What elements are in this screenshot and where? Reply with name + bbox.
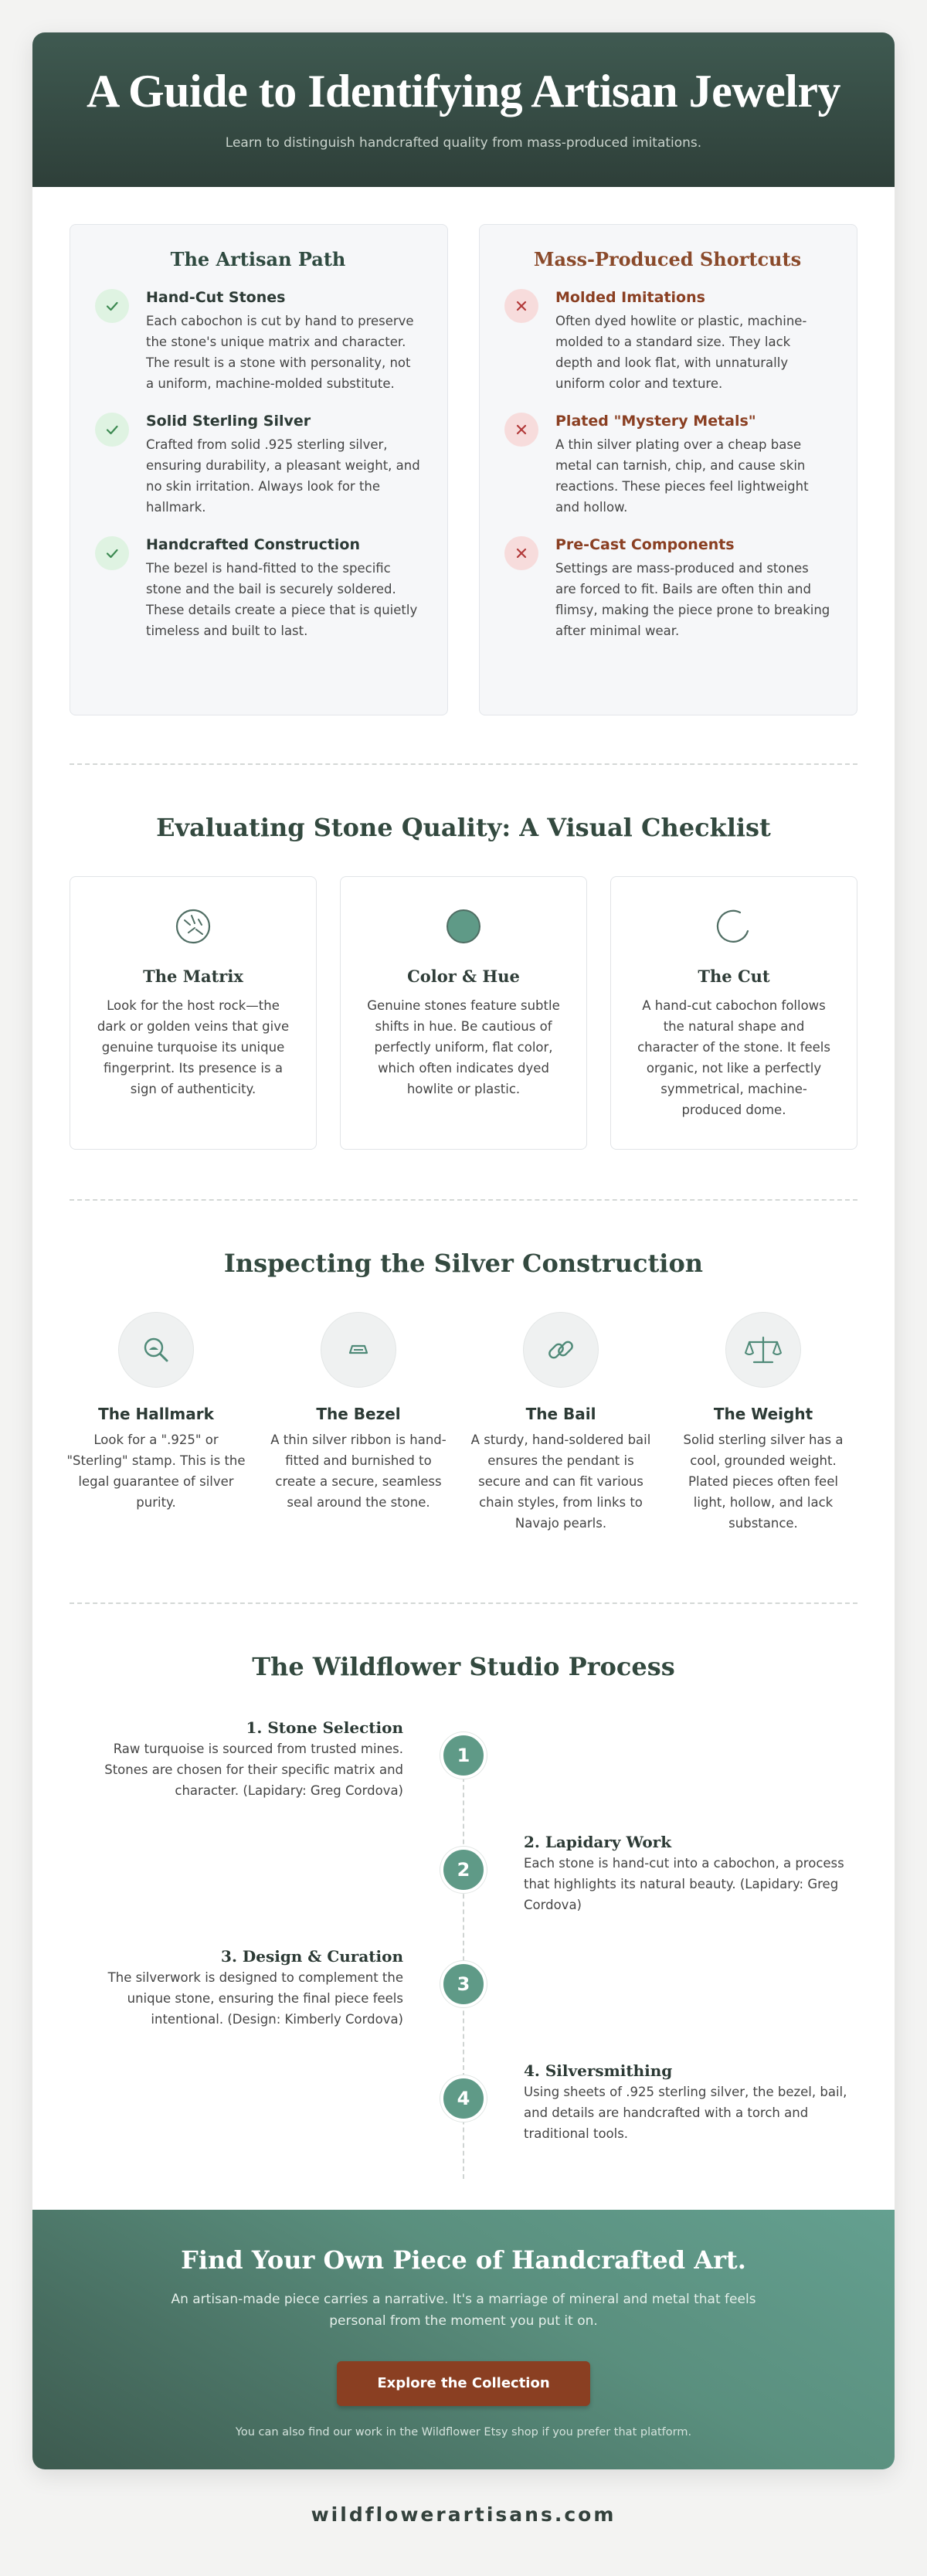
silver-section-title: Inspecting the Silver Construction [223,1249,704,1278]
silver-item-title: The Bezel [316,1405,401,1423]
process-step-title: 4. Silversmithing [524,2061,673,2080]
page-subtitle: Learn to distinguish handcrafted quality from mass-produced imitations. [225,135,702,151]
artisan-item [95,413,421,518]
mass-item-title: Molded Imitations [555,289,705,306]
page-title: A Guide to Identifying Artisan Jewelry [86,66,840,117]
mass-item [504,413,830,518]
mass-produced-panel [479,224,857,715]
matrix-icon [173,935,213,950]
silver-item-text: Look for a ".925" or "Sterling" stamp. This is the legal guarantee of silver purity. [66,1432,246,1510]
section-divider [70,763,857,765]
link-icon [523,1312,599,1388]
silver-item-text: A sturdy, hand-soldered bail ensures the pendant is secure and can fit various chain styles, from links to Navajo pearls. [470,1432,651,1531]
artisan-item [95,289,421,394]
stone-card-matrix [70,876,317,1150]
silver-item-weight [671,1312,856,1534]
artisan-item-text: Each cabochon is cut by hand to preserve the stone's unique matrix and character. The result is a stone with personality, not a uniform, machine-molded substitute. [146,314,414,391]
process-step [79,1947,403,2030]
silver-item-hallmark [63,1312,249,1513]
x-icon [504,413,538,447]
step-number-badge: 3 [440,1961,487,2007]
comparison-section [70,224,857,715]
mass-item-text: Often dyed howlite or plastic, machine-molded to a standard size. They lack depth and look flat, with unnaturally uniform color and texture. [555,314,807,391]
stone-card-title: The Matrix [143,967,243,986]
check-icon [95,289,129,323]
cta-section [32,2210,895,2469]
mass-item [504,289,830,394]
bezel-icon [321,1312,396,1388]
process-step [524,1833,848,1915]
cta-title: Find Your Own Piece of Handcrafted Art. [181,2245,746,2275]
artisan-item-title: Solid Sterling Silver [146,413,311,430]
step-number-badge: 1 [440,1732,487,1779]
process-step-text: Raw turquoise is sourced from trusted mines. Stones are chosen for their specific matrix and character. (Lapidary: Greg Cordova) [104,1742,403,1798]
site-url[interactable]: wildflowerartisans.com [311,2503,616,2526]
artisan-item-title: Handcrafted Construction [146,536,361,553]
mass-title: Mass-Produced Shortcuts [533,248,802,270]
stone-section-title: Evaluating Stone Quality: A Visual Checklist [156,813,771,842]
color-dot-icon [443,935,484,950]
process-step [79,1718,403,1801]
stone-card-text: Genuine stones feature subtle shifts in hue. Be cautious of perfectly uniform, flat color, which often indicates dyed howlite or plastic. [367,998,560,1096]
process-step-title: 3. Design & Curation [221,1947,403,1966]
process-step [524,2061,848,2144]
silver-item-text: Solid sterling silver has a cool, grounded weight. Plated pieces often feel light, hollow, and lack substance. [683,1432,844,1531]
mass-item-text: A thin silver plating over a cheap base metal can tarnish, chip, and cause skin reactions. These pieces feel lightweight and hollow. [555,437,809,515]
hero-header [32,32,895,187]
cta-footnote: You can also find our work in the Wildflower Etsy shop if you prefer that platform. [235,2426,692,2438]
silver-item-title: The Hallmark [98,1405,214,1423]
magnifier-icon [118,1312,194,1388]
process-step-title: 1. Stone Selection [246,1718,403,1737]
cta-text: An artisan-made piece carries a narrative. It's a marriage of mineral and metal that feels personal from the moment you put it on. [171,2292,756,2329]
silver-item-text: A thin silver ribbon is hand-fitted and burnished to create a secure, seamless seal around the stone. [270,1432,447,1510]
step-number-badge: 4 [440,2075,487,2122]
stone-card-cut [610,876,857,1150]
check-icon [95,536,129,570]
process-step-text: The silverwork is designed to complement the unique stone, ensuring the final piece feels intentional. (Design: Kimberly Cordova) [107,1970,403,2027]
mass-item-title: Plated "Mystery Metals" [555,413,756,430]
scale-icon [725,1312,801,1388]
mass-item-title: Pre-Cast Components [555,536,735,553]
stone-card-color [340,876,587,1150]
x-icon [504,536,538,570]
process-step-text: Each stone is hand-cut into a cabochon, a process that highlights its natural beauty. (Lapidary: Greg Cordova) [524,1856,844,1912]
silver-item-bezel [266,1312,451,1513]
check-icon [95,413,129,447]
process-step-title: 2. Lapidary Work [524,1833,672,1851]
x-icon [504,289,538,323]
section-divider [70,1602,857,1604]
artisan-item-title: Hand-Cut Stones [146,289,286,306]
step-number-badge: 2 [440,1847,487,1893]
guide-card [32,32,895,2469]
stone-card-title: The Cut [698,967,770,986]
artisan-item-text: Crafted from solid .925 sterling silver, ensuring durability, a pleasant weight, and no skin irritation. Always look for the hallmark. [146,437,420,515]
mass-item [504,536,830,641]
process-step-text: Using sheets of .925 sterling silver, the bezel, bail, and details are handcrafted with a torch and traditional tools. [524,2085,847,2141]
process-section-title: The Wildflower Studio Process [252,1652,675,1681]
mass-item-text: Settings are mass-produced and stones are forced to fit. Bails are often thin and flimsy, making the piece prone to breaking after minimal wear. [555,561,830,638]
stone-card-title: Color & Hue [407,967,520,986]
artisan-panel [70,224,448,715]
section-divider [70,1199,857,1201]
stone-card-text: A hand-cut cabochon follows the natural shape and character of the stone. It feels organic, not like a perfectly symmetrical, machine-produced dome. [637,998,830,1117]
artisan-item-text: The bezel is hand-fitted to the specific stone and the bail is securely soldered. These details create a piece that is quietly timeless and built to last. [146,561,418,638]
artisan-title: The Artisan Path [170,248,346,270]
silver-item-title: The Weight [713,1405,813,1423]
stone-card-text: Look for the host rock—the dark or golden veins that give genuine turquoise its unique fingerprint. Its presence is a sign of authenticity. [97,998,290,1096]
silver-item-title: The Bail [525,1405,596,1423]
silver-item-bail [468,1312,654,1534]
cut-arc-icon [714,935,754,950]
artisan-item [95,536,421,641]
explore-collection-button[interactable]: Explore the Collection [337,2361,590,2406]
